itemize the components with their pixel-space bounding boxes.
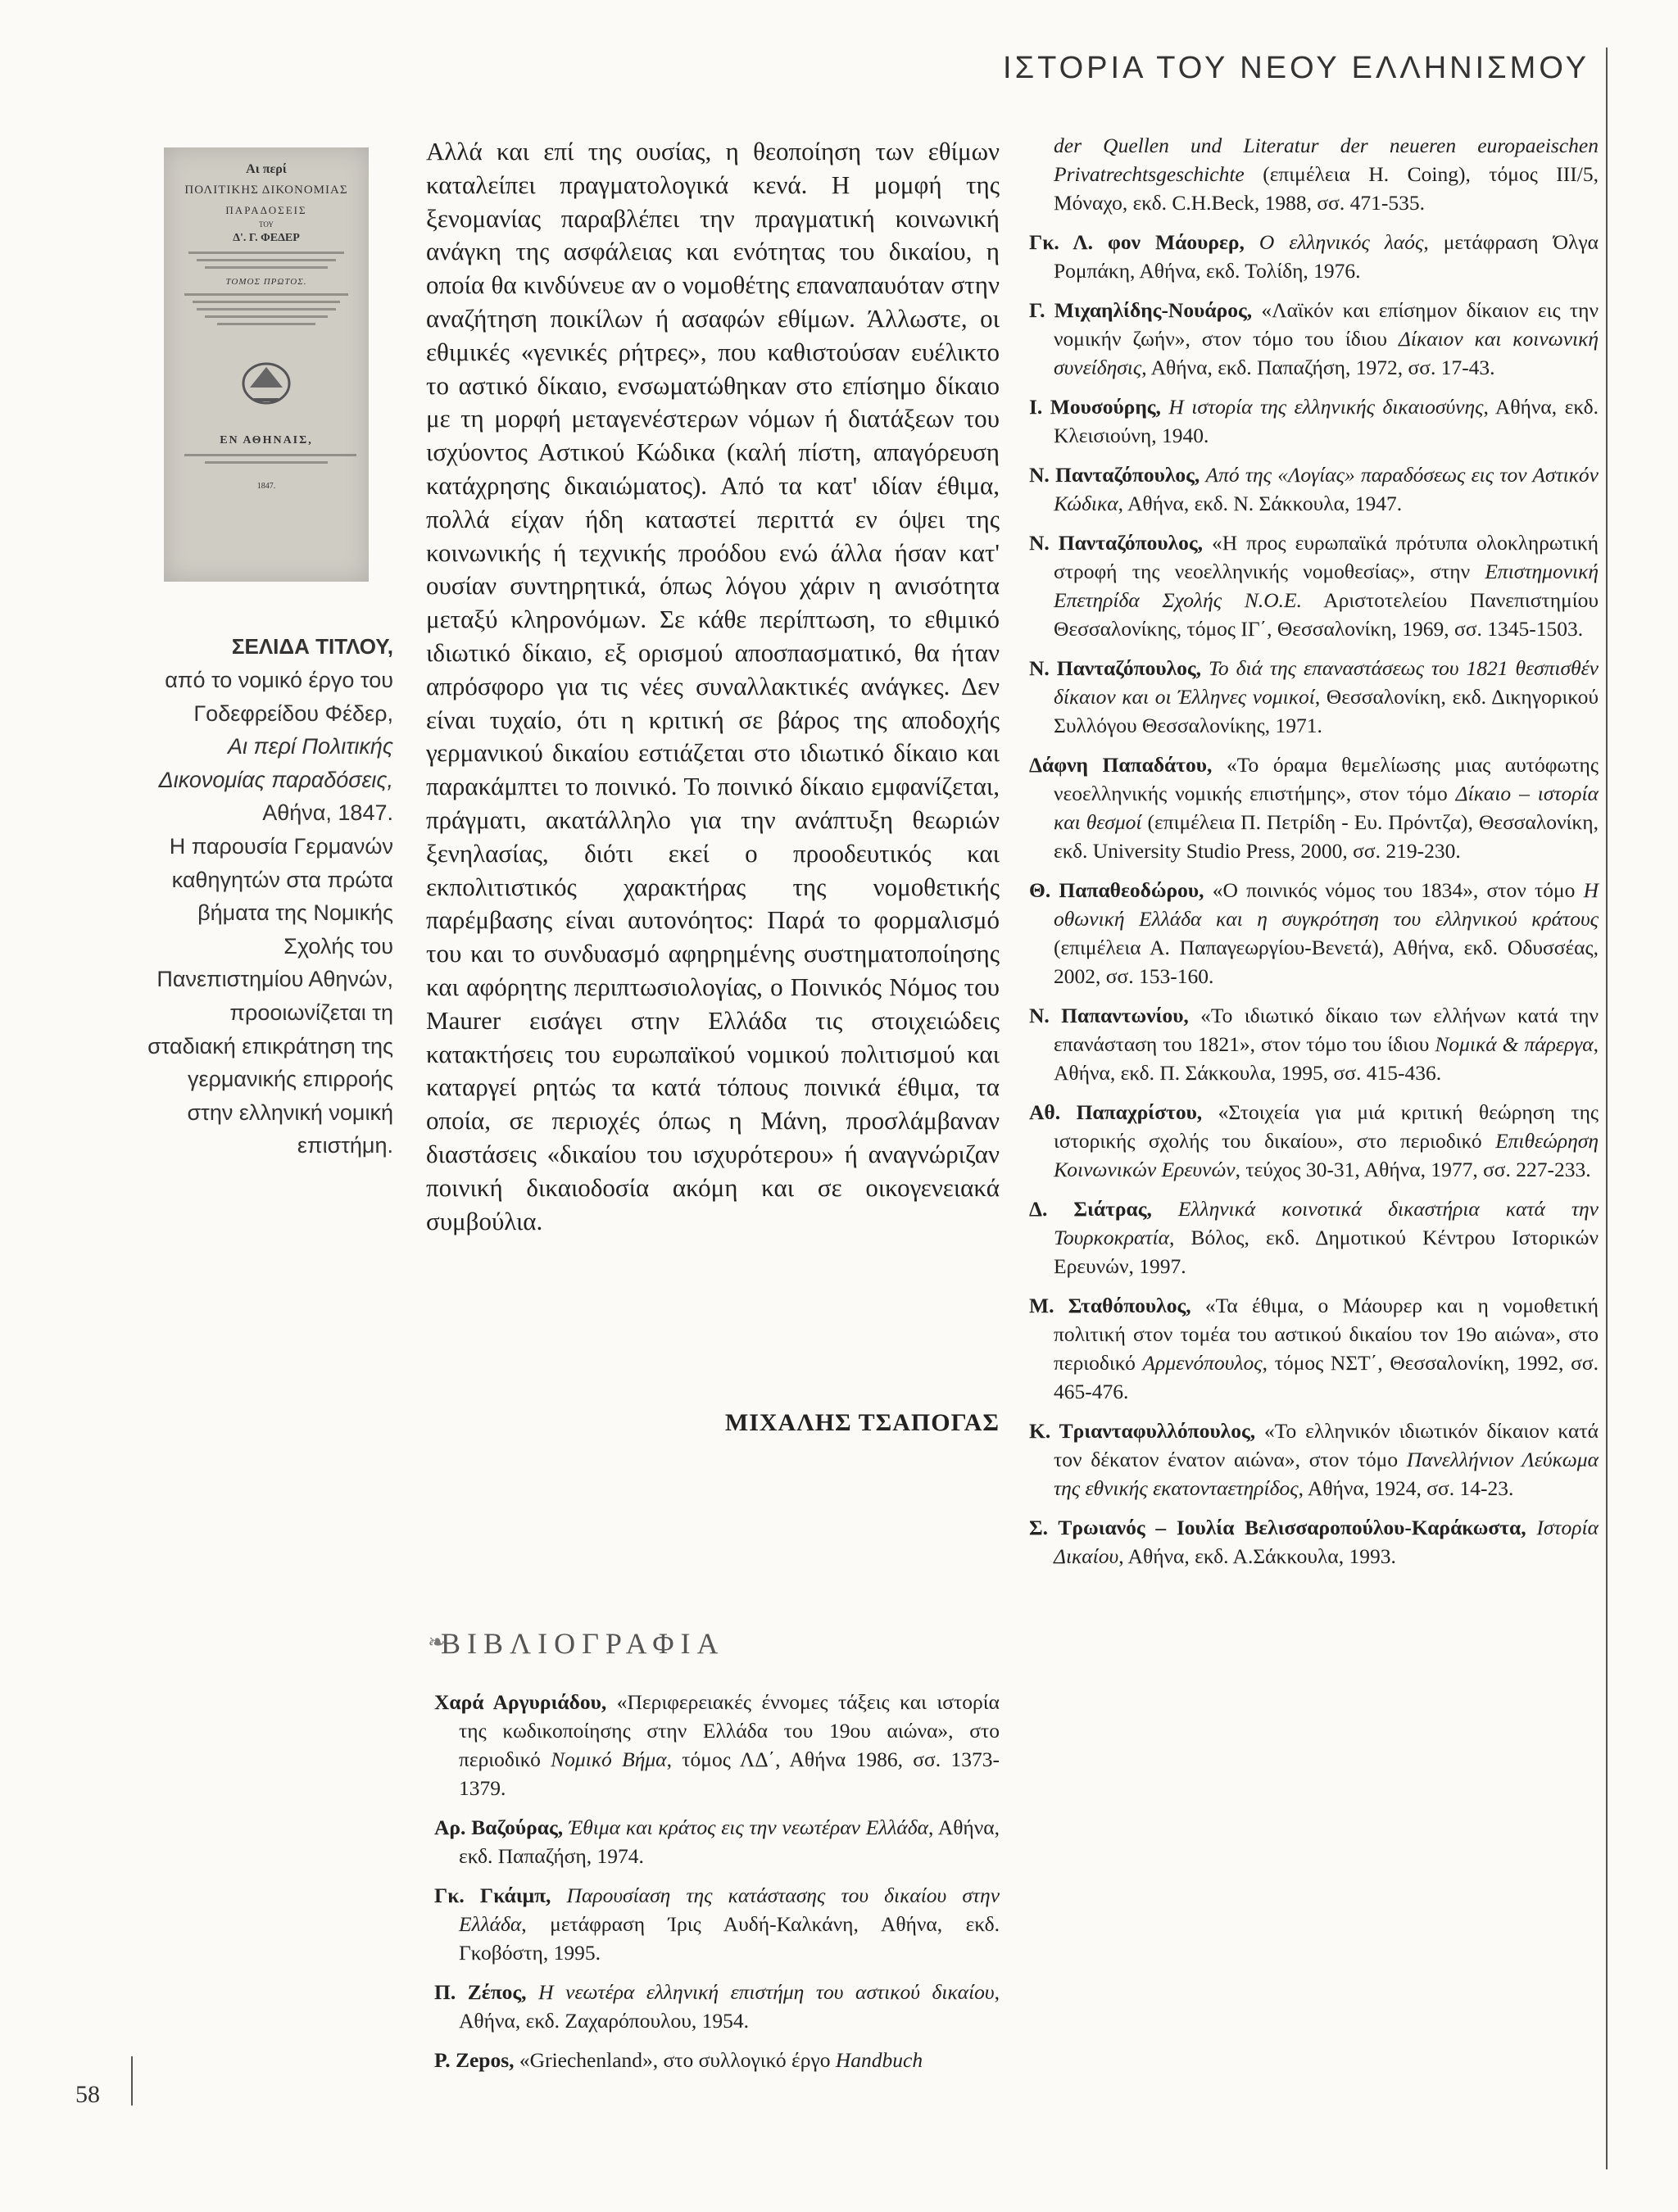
entry-text [1201,656,1209,680]
caption-line: καθηγητών στα πρώτα [171,867,393,892]
entry-text: «Η προς ευρωπαϊκά πρότυπα ολοκληρωτική στροφή της νεοελληνικής νομοθεσίας», στην [1054,531,1599,583]
entry-text: «Το ελληνικόν ιδιωτικόν δίκαιον κατά τον δέκατον ένατον αιώνα», στον τόμο [1054,1419,1599,1471]
caption-italic: Δικονομίας παραδόσεις, [158,767,393,792]
title-page-fine-print [184,454,348,464]
entry-text: , μετάφραση Όλγα Ρομπάκη, Αθήνα, εκδ. Τολίδη, 1976. [1054,230,1599,283]
entry-text: , Θεσσαλονίκη, εκδ. Δικηγορικού Συλλόγου Θεσσαλονίκης, 1971. [1054,685,1599,737]
entry-title: Το διά της επαναστάσεως του 1821 θεσπισθέν δίκαιον και οι Έλληνες νομικοί [1054,656,1599,709]
image-caption [131,664,393,1163]
caption-heading: ΣΕΛΙΔΑ ΤΙΤΛΟΥ, [231,634,393,659]
entry-author: Αθ. Παπαχρίστου, [1029,1100,1203,1124]
entry-title: Από της «Λογίας» παραδόσεως εις τον Αστικόν Κώδικα [1054,463,1599,515]
bibliography-entry [1029,131,1599,217]
caption-line [131,764,393,797]
entry-text: Αριστοτελείου Πανεπιστημίου Θεσσαλονίκης, τόμος ΙΓ΄, Θεσσαλονίκη, 1969, σσ. 1345-1503. [1054,588,1599,641]
entry-text: «Το όραμα θεμελίωσης μιας αυτόφωτης νεοελληνικής νομικής επιστήμης», στον τόμο [1054,753,1599,805]
entry-text: «Στοιχεία για μιά κριτική θεώρηση της ιστορικής σχολής του δικαίου», στο περιοδικό [1054,1100,1599,1153]
bibliography-entry [1029,296,1599,382]
entry-author: Γκ. Γκάιμπ, [434,1883,551,1907]
entry-text [1161,395,1168,419]
entry-text: «Τα έθιμα, ο Μάουρερ και η νομοθετική πολιτική στον τομέα του αστικού δικαίου τον 19ο αιώνα», στο περιοδικό [1054,1294,1599,1375]
entry-title: Η ιστορία της ελληνικής δικαιοσύνης [1168,395,1484,419]
title-page-fine-print [184,252,348,269]
entry-title: Έθιμα και κράτος εις την νεωτέραν Ελλάδα [568,1815,929,1839]
entry-author: Σ. Τρωιανός – Ιουλία Βελισσαροπούλου-Καράκωστα, [1029,1516,1526,1539]
bibliography-entry [1029,750,1599,865]
title-page-line: ΤΟΥ [259,220,274,229]
ornament-icon: ❧ [428,1630,446,1654]
entry-author: Γ. Μιχαηλίδης-Νουάρος, [1029,298,1253,322]
article-body [426,135,1000,1238]
entry-text: «Περιφερειακές έννομες τάξεις και ιστορία της κωδικοποίησης στην Ελλάδα του 19ου αιώνα», στο περιοδικό [459,1690,1000,1771]
entry-text: , Αθήνα, εκδ. Κλεισιούνη, 1940. [1054,395,1599,447]
entry-text [1526,1516,1537,1539]
entry-title: Επιθεώρηση Κοινωνικών Ερευνών [1054,1129,1599,1181]
bibliography-entry [1029,1098,1599,1184]
entry-author: Αρ. Βαζούρας, [434,1815,564,1839]
bibliography-entry [1029,1194,1599,1281]
entry-text: «Λαϊκόν και επίσημον δίκαιον εις την νομικήν ζωήν», στον τόμο του ίδιου [1054,298,1599,351]
page-number: 58 [75,2081,100,2108]
bibliography-entry [1029,1416,1599,1503]
entry-text: , Αθήνα, εκδ. Π. Σάκκουλα, 1995, σσ. 415-436. [1054,1032,1599,1085]
title-page-fine-print [184,293,348,325]
bibliography-entry [1029,460,1599,518]
caption-line: προοιωνίζεται τη [229,999,393,1025]
entry-text: (επιμέλεια H. Coing), τόμος III/5, Μόναχο, εκδ. C.H.Beck, 1988, σσ. 471-535. [1054,162,1599,215]
entry-author: Ν. Παπαντωνίου, [1029,1004,1189,1027]
bibliography-entry [434,2046,1000,2074]
caption-line: από το νομικό έργο του [165,668,393,692]
bibliography-entry [1029,876,1599,990]
entry-title: Ιστορία Δικαίου [1054,1516,1599,1568]
bibliography-entry [434,1813,1000,1870]
caption-italic: Αι περί Πολιτικής [227,734,393,759]
title-page-line: ΠΟΛΙΤΙΚΗΣ ΔΙΚΟΝΟΜΙΑΣ [184,184,348,197]
caption-line: βήματα της Νομικής [197,900,393,926]
caption-line: Αθήνα, 1847. [262,800,393,826]
entry-text: , Βόλος, εκδ. Δημοτικού Κέντρου Ιστορικών Ερευνών, 1997. [1054,1226,1599,1278]
caption-line: γερμανικής επιρροής [187,1067,393,1092]
running-title: ΙΣΤΟΡΙΑ ΤΟΥ ΝΕΟΥ ΕΛΛΗΝΙΣΜΟΥ [1003,51,1590,85]
entry-text: , Αθήνα, εκδ. Παπαζήση, 1974. [459,1815,1000,1868]
entry-title: Η οθωνική Ελλάδα και η συγκρότηση του ελληνικού κράτους [1054,878,1599,931]
entry-author: P. Zepos, [434,2048,515,2072]
entry-author: Π. Ζέπος, [434,1980,527,2004]
entry-text: , Αθήνα, εκδ. Ν. Σάκκουλα, 1947. [1118,492,1403,515]
entry-title: Ελληνικά κοινοτικά δικαστήρια κατά την Τουρκοκρατία [1054,1197,1599,1249]
entry-text: , τόμος ΝΣΤ΄, Θεσσαλονίκη, 1992, σσ. 465-476. [1054,1351,1599,1403]
entry-author: Κ. Τριανταφυλλόπουλος, [1029,1419,1256,1443]
entry-author: Δάφνη Παπαδάτου, [1029,753,1213,777]
entry-text: , Αθήνα, εκδ. Παπαζήση, 1972, σσ. 17-43. [1141,356,1495,379]
title-page-line: ΤΟΜΟΣ ΠΡΩΤΟΣ. [225,277,307,287]
bibliography-entry [434,1688,1000,1802]
article-author: ΜΙΧΑΛΗΣ ΤΣΑΠΟΓΑΣ [724,1409,1000,1436]
bibliography-entry [434,1978,1000,2035]
entry-title: Δίκαιο – ιστορία και θεσμοί [1054,782,1599,834]
entry-text [1152,1197,1178,1221]
entry-author: Μ. Σταθόπουλος, [1029,1294,1191,1317]
entry-title: Αρμενόπουλος [1142,1351,1263,1375]
bibliography-entry [1029,654,1599,740]
caption-line: Γοδεφρείδου Φέδερ, [193,700,393,726]
bibliography-entry [1029,528,1599,643]
caption-line: επιστήμη. [297,1133,393,1158]
caption-line: Η παρουσία Γερμανών [169,833,393,859]
caption-line: στην ελληνική νομική [187,1099,393,1125]
title-page-line: Δ'. Γ. ΦΕΔΕΡ [233,232,300,244]
caption-line: Σχολής του [283,933,393,959]
bibliography-list-right [1029,131,1599,1581]
bibliography-entry [434,1881,1000,1967]
bibliography-entry [1029,1001,1599,1087]
caption-line: σταδιακή επικράτηση της [147,1033,393,1058]
entry-text [1245,230,1259,254]
entry-text: , Αθήνα, εκδ. Ζαχαρόπουλου, 1954. [459,1980,1000,2033]
bibliography-entry [1029,1291,1599,1406]
entry-text: , τόμος ΛΔ΄, Αθήνα 1986, σσ. 1373-1379. [459,1747,1000,1800]
page-number-rule [131,2056,133,2105]
title-page-line: 1847. [256,482,276,491]
title-page-line: ΕΝ ΑΘΗΝΑΙΣ, [220,434,313,446]
entry-author: Ν. Πανταζόπουλος, [1029,463,1200,487]
entry-title: Πανελλήνιον Λεύκωμα της εθνικής εκατονταετηρίδος [1054,1448,1599,1500]
entry-text: «Griechenland», στο συλλογικό έργο [514,2048,836,2072]
entry-title: Νομικό Βήμα [551,1747,667,1771]
entry-author: Δ. Σιάτρας, [1029,1197,1152,1221]
entry-author: Ι. Μουσούρης, [1029,395,1161,419]
entry-author: Ν. Πανταζόπουλος, [1029,531,1204,555]
caption-line [131,730,393,764]
caption-line: Πανεπιστημίου Αθηνών, [156,967,393,992]
entry-title: Handbuch [835,2048,923,2072]
body-paragraph: Αλλά και επί της ουσίας, η θεοποίηση των εθίμων καταλείπει πραγματολογικά κενά. Η μομφή της ξενομανίας παραβλέπει την πραγματική κοινωνική ανάγκη της ασφάλειας και ενότητας του δικαίου, η οποία θα κινδύνευε αν ο νομοθέτης επαναπαυόταν στην αναζήτηση ποικίλων ή ασαφών εθίμων. Άλλωστε, οι εθιμικές «γενικές ρήτρες», που καθιστούσαν ευέλικτο το αστικό δίκαιο, ενσωματώθηκαν στο επίσημο δίκαιο με τη μορφή μεταγενέστερων νόμων ή διατάξεων του ισχύοντος Αστικού Κώδικα (καλή πίστη, απαγόρευση κατάχρησης δικαιώματος). Από τα κατ' ιδίαν έθιμα, πολλά είχαν ήδη καταστεί περιττά εν όψει της κοινωνικής ή τεχνικής προόδου ενώ άλλα ήσαν κατ' ουσίαν συντηρητικά, όπως λόγου χάριν η ανισότητα μεταξύ κληρονόμων. Σε κάθε περίπτωση, το εθιμικό ιδιωτικό δίκαιο, εξ ορισμού αποσπασματικό, θα ήταν απρόσφορο για τις νέες συναλλακτικές ανάγκες. Δεν είναι τυχαίο, ότι η κριτική σε βάρος της αποδοχής γερμανικού δικαίου εστιάζεται στο ιδιωτικό δίκαιο και παρακάμπτει το ποινικό. Το ποινικό δίκαιο εμφανίζεται, πράγματι, ακατάλληλο για την ανάπτυξη θεωριών ξενηλασίας, διότι εκεί ο προοδευτικός και εκπολιτιστικός χαρακτήρας της νομοθετικής παρέμβασης είναι αυτονόητος: Παρά το φορμαλισμό του και το συνδυασμό αφηρημένης συστηματοποίησης και αφόρητης περιπτωσιολογίας, ο Ποινικός Νόμος του Maurer εισάγει στην Ελλάδα τις στοιχειώδεις κατακτήσεις του ευρωπαϊκού νομικού πολιτισμού και καταργεί ρητώς τα κατά τόπους ποινικά έθιμα, τα οποία, σε περιοχές όπως η Μάνη, προσλάμβαναν διαστάσεις «δικαίου του ισχυρότερου» ή αναγνώριζαν ποινική δικαιοδοσία ακόμη και σε οικογενειακά συμβούλια. [426,137,1000,1235]
title-page-line: Αι περί [246,162,287,176]
entry-author: Χαρά Αργυριάδου, [434,1690,607,1714]
entry-title: Η νεωτέρα ελληνική επιστήμη του αστικού δικαίου [538,1980,995,2004]
entry-text: «Ο ποινικός νόμος του 1834», στον τόμο [1204,878,1584,902]
entry-author: Γκ. Λ. φον Μάουρερ, [1029,230,1245,254]
entry-text [563,1815,569,1839]
bibliography-list-middle [434,1688,1000,2085]
bibliography-heading: ΒΙΒΛΙΟΓΡΑΦΙΑ [441,1627,725,1660]
entry-title: Παρουσίαση της κατάστασης του δικαίου στην Ελλάδα [459,1883,1000,1936]
entry-text: , τεύχος 30-31, Αθήνα, 1977, σσ. 227-233. [1235,1158,1591,1181]
entry-title: Ο ελληνικός λαός [1258,230,1424,254]
entry-text: «Το ιδιωτικό δίκαιο των ελλήνων κατά την επανάσταση του 1821», στον τόμο του ίδιου [1054,1004,1599,1056]
column-rule [1606,48,1608,2169]
bibliography-entry [1029,392,1599,450]
entry-text: (επιμέλεια Α. Παπαγεωργίου-Βενετά), Αθήνα, εκδ. Οδυσσέας, 2002, σσ. 153-160. [1054,936,1599,988]
entry-author: Ν. Πανταζόπουλος, [1029,656,1201,680]
entry-text: (επιμέλεια Π. Πετρίδη - Ευ. Πρόντζα), Θεσσαλονίκη, εκδ. University Studio Press, 2000, σσ. 219-230. [1054,810,1599,863]
bibliography-entry [1029,1513,1599,1571]
entry-text: , Αθήνα, 1924, σσ. 14-23. [1298,1476,1514,1500]
entry-text [527,1980,539,2004]
entry-text [551,1883,566,1907]
entry-text: , μετάφραση Ίρις Αυδή-Καλκάνη, Αθήνα, εκδ. Γκοβόστη, 1995. [459,1912,1000,1965]
title-page-image [164,147,369,582]
bibliography-entry [1029,228,1599,285]
entry-title: der Quellen und Literatur der neueren europaeischen Privatrechtsgeschichte [1054,134,1599,186]
entry-author: Θ. Παπαθεοδώρου, [1029,878,1204,902]
entry-text [1200,463,1205,487]
entry-title: Δίκαιον και κοινωνική συνείδησις [1054,327,1599,379]
entry-text: , Αθήνα, εκδ. Α.Σάκκουλα, 1993. [1118,1544,1396,1568]
entry-title: Νομικά & πάρεργα [1435,1032,1594,1056]
title-page-line: ΠΑΡΑΔΟΣΕΙΣ [225,204,307,216]
emblem-icon [234,355,299,412]
entry-title: Επιστημονική Επετηρίδα Σχολής Ν.Ο.Ε. [1054,560,1599,612]
